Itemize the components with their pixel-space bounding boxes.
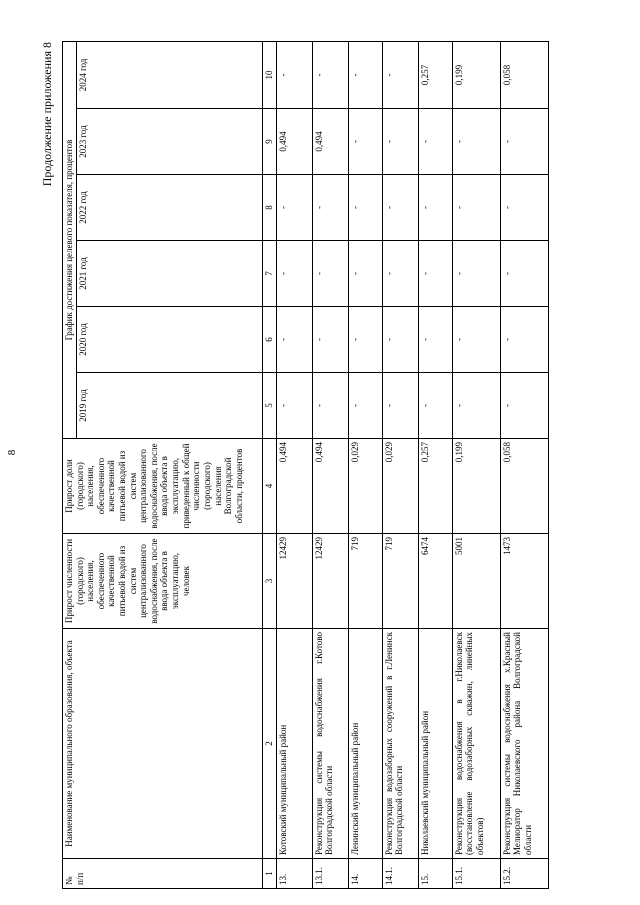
row-year-value: - (452, 241, 500, 307)
row-population: 12429 (312, 534, 348, 629)
row-year-value: - (452, 109, 500, 175)
header-year: 2023 год (77, 109, 263, 175)
row-share: 0,029 (348, 439, 382, 534)
header-no: № п/п (63, 859, 263, 889)
row-year-value: - (348, 307, 382, 373)
table-row (382, 41, 418, 888)
row-year-value: - (312, 373, 348, 439)
header-name: Наименование муниципального образования, объекта (63, 629, 263, 859)
row-year-value: 0,257 (418, 41, 452, 108)
row-number: 14.1. (382, 859, 418, 889)
row-year-value: - (348, 241, 382, 307)
row-year-value: 0,494 (312, 109, 348, 175)
header-schedule: График достижения целевого показателя, процентов (63, 41, 77, 438)
column-number: 8 (263, 175, 277, 241)
row-year-value: - (312, 241, 348, 307)
row-name: Реконструкция водоснабжения в г.Николаевск (восстановление водозаборных скважин, линейных объектов) (452, 629, 500, 859)
row-number: 15.2. (500, 859, 548, 889)
row-year-value: - (418, 109, 452, 175)
row-year-value: - (348, 373, 382, 439)
row-year-value: - (348, 175, 382, 241)
row-name: Реконструкция системы водоснабжения х.Красный Мелиоратор Николаевского района Волгоградской области (500, 629, 548, 859)
table-row (418, 41, 452, 888)
column-number: 4 (263, 439, 277, 534)
row-share: 0,494 (312, 439, 348, 534)
table-row (276, 41, 312, 888)
row-year-value: - (312, 41, 348, 108)
row-year-value: - (382, 307, 418, 373)
table-row (452, 41, 500, 888)
row-year-value: - (276, 373, 312, 439)
row-name: Николаевский муниципальный район (418, 629, 452, 859)
row-year-value: - (500, 307, 548, 373)
row-year-value: - (452, 175, 500, 241)
row-year-value: - (500, 241, 548, 307)
header-year: 2022 год (77, 175, 263, 241)
row-year-value: - (382, 41, 418, 108)
row-population: 6474 (418, 534, 452, 629)
row-year-value: - (418, 373, 452, 439)
row-year-value: - (276, 175, 312, 241)
row-year-value: 0,199 (452, 41, 500, 108)
row-share: 0,257 (418, 439, 452, 534)
page-number: 8 (6, 449, 18, 456)
row-year-value: - (452, 373, 500, 439)
row-share: 0,058 (500, 439, 548, 534)
row-number: 13. (276, 859, 312, 889)
table-row (348, 41, 382, 888)
row-share: 0,199 (452, 439, 500, 534)
column-number: 7 (263, 241, 277, 307)
row-year-value: - (276, 307, 312, 373)
row-name: Реконструкция системы водоснабжения г.Котово Волгоградской области (312, 629, 348, 859)
header-population: Прирост численности (городского) населения, обеспеченного качественной питьевой водой из систем централизованного водоснабжения, после ввода объекта в эксплуатацию, человек (63, 534, 263, 629)
row-year-value: - (276, 41, 312, 108)
row-year-value: - (312, 307, 348, 373)
column-number: 2 (263, 629, 277, 859)
header-share: Прирост доли (городского) населения, обеспеченного качественной питьевой водой из систем централизованного водоснабжения, после ввода объекта в эксплуатацию, приведенный к общей численности (городского) населения Волгоградской области, процентов (63, 439, 263, 534)
row-year-value: - (382, 109, 418, 175)
row-population: 12429 (276, 534, 312, 629)
row-year-value: 0,494 (276, 109, 312, 175)
row-year-value: - (418, 307, 452, 373)
row-population: 719 (348, 534, 382, 629)
header-year: 2020 год (77, 307, 263, 373)
column-number: 9 (263, 109, 277, 175)
row-year-value: 0,058 (500, 41, 548, 108)
column-number: 1 (263, 859, 277, 889)
column-number-row (263, 41, 277, 888)
row-share: 0,494 (276, 439, 312, 534)
row-year-value: - (500, 175, 548, 241)
row-year-value: - (382, 373, 418, 439)
row-population: 1473 (500, 534, 548, 629)
column-number: 3 (263, 534, 277, 629)
row-year-value: - (312, 175, 348, 241)
row-number: 14. (348, 859, 382, 889)
column-number: 10 (263, 41, 277, 108)
row-year-value: - (500, 373, 548, 439)
table-row (500, 41, 548, 888)
row-year-value: - (418, 241, 452, 307)
row-year-value: - (382, 241, 418, 307)
row-population: 719 (382, 534, 418, 629)
continuation-label: Продолжение приложения 8 (40, 42, 54, 187)
row-year-value: - (276, 241, 312, 307)
header-year: 2024 год (77, 41, 263, 108)
row-name: Котовский муниципальный район (276, 629, 312, 859)
header-year: 2021 год (77, 241, 263, 307)
row-year-value: - (418, 175, 452, 241)
column-number: 5 (263, 373, 277, 439)
row-name: Ленинский муниципальный район (348, 629, 382, 859)
row-year-value: - (382, 175, 418, 241)
row-year-value: - (452, 307, 500, 373)
row-number: 13.1. (312, 859, 348, 889)
header-year: 2019 год (77, 373, 263, 439)
target-indicator-table (62, 41, 549, 889)
column-number: 6 (263, 307, 277, 373)
row-number: 15.1. (452, 859, 500, 889)
table-row (312, 41, 348, 888)
row-year-value: - (348, 109, 382, 175)
row-year-value: - (348, 41, 382, 108)
row-share: 0,029 (382, 439, 418, 534)
row-name: Реконструкция водозаборных сооружений в г.Ленинск Волгоградской области (382, 629, 418, 859)
row-number: 15. (418, 859, 452, 889)
row-year-value: - (500, 109, 548, 175)
row-population: 5001 (452, 534, 500, 629)
